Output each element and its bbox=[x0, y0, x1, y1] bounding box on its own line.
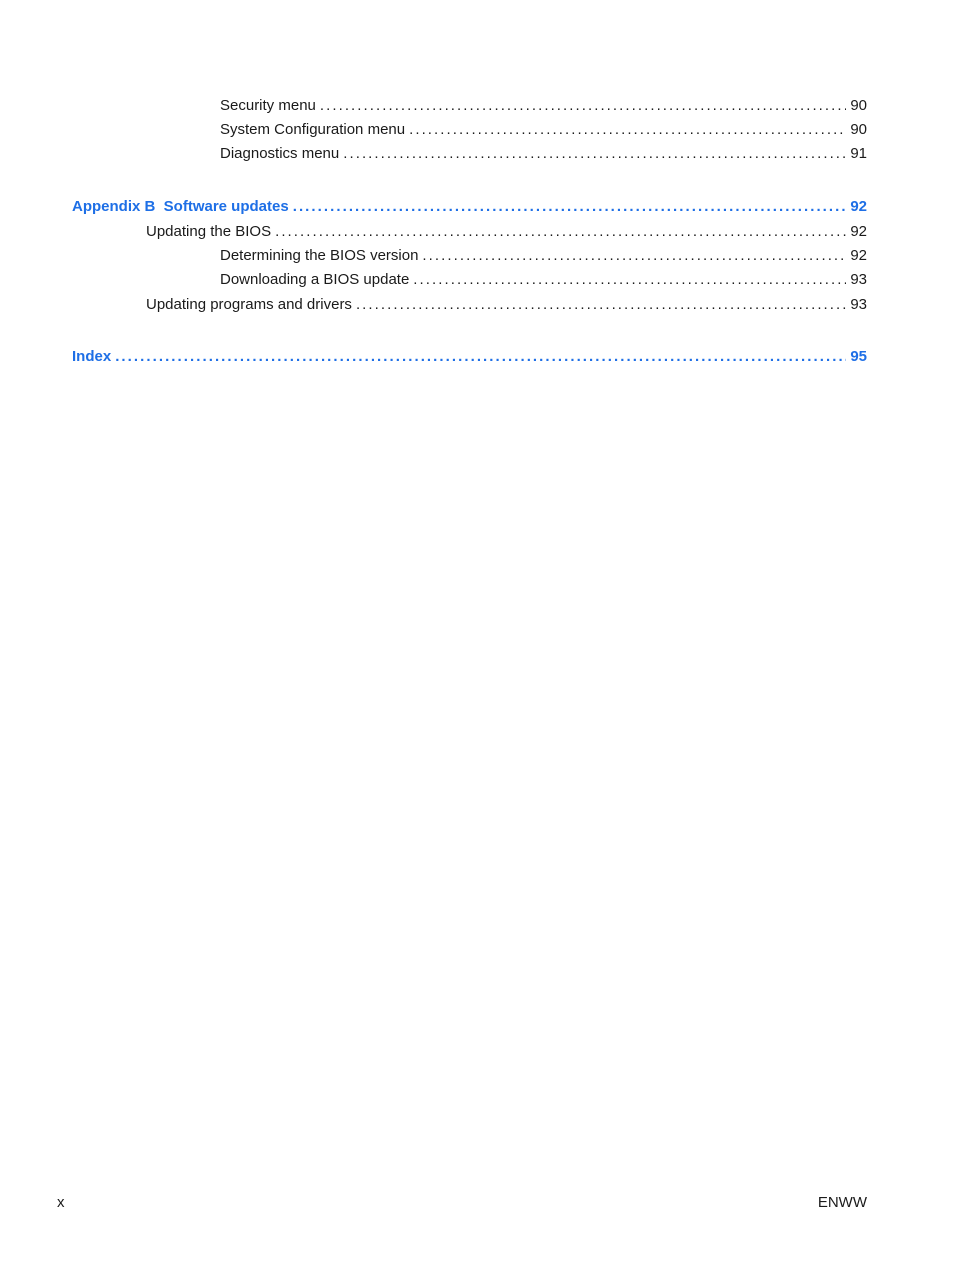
toc-entry-page: 93 bbox=[850, 271, 867, 288]
toc-entry-updating-programs-drivers[interactable] bbox=[146, 296, 867, 314]
toc-entry-determining-bios-version[interactable] bbox=[220, 247, 867, 265]
dot-leader bbox=[422, 247, 846, 265]
dot-leader bbox=[413, 271, 846, 289]
toc-entry-page: 95 bbox=[850, 348, 867, 365]
toc-entry-diagnostics-menu[interactable] bbox=[220, 145, 867, 163]
toc-entry-page: 90 bbox=[850, 97, 867, 114]
toc-entry-index[interactable] bbox=[72, 348, 867, 366]
toc-entry-page: 92 bbox=[850, 223, 867, 240]
toc-entry-label: Security menu bbox=[220, 97, 320, 115]
toc-entry-page: 92 bbox=[850, 247, 867, 264]
toc-entry-label: Diagnostics menu bbox=[220, 145, 343, 163]
dot-leader bbox=[356, 296, 846, 314]
toc-entry-appendix-b[interactable] bbox=[72, 198, 867, 216]
toc-entry-downloading-bios-update[interactable] bbox=[220, 271, 867, 289]
dot-leader bbox=[409, 121, 846, 139]
toc-entry-page: 92 bbox=[850, 198, 867, 215]
toc-entry-page: 93 bbox=[850, 296, 867, 313]
toc-entry-system-configuration-menu[interactable] bbox=[220, 121, 867, 139]
toc-entry-page: 91 bbox=[850, 145, 867, 162]
footer-page-number: x bbox=[57, 1194, 65, 1211]
toc-entry-label: Downloading a BIOS update bbox=[220, 271, 413, 289]
toc-entry-label: Updating the BIOS bbox=[146, 223, 275, 241]
dot-leader bbox=[343, 145, 846, 163]
footer-doc-code: ENWW bbox=[817, 1194, 867, 1211]
dot-leader bbox=[115, 348, 846, 366]
toc-entry-label: System Configuration menu bbox=[220, 121, 409, 139]
dot-leader bbox=[275, 223, 846, 241]
toc-entry-page: 90 bbox=[850, 121, 867, 138]
toc-entry-security-menu[interactable] bbox=[220, 97, 867, 115]
toc-entry-updating-bios[interactable] bbox=[146, 223, 867, 241]
toc-entry-label: Updating programs and drivers bbox=[146, 296, 356, 314]
toc-entry-label: Determining the BIOS version bbox=[220, 247, 422, 265]
toc-entry-label: Index bbox=[72, 348, 115, 366]
dot-leader bbox=[293, 198, 847, 216]
toc-entry-label: Appendix B Software updates bbox=[72, 198, 293, 216]
dot-leader bbox=[320, 97, 846, 115]
